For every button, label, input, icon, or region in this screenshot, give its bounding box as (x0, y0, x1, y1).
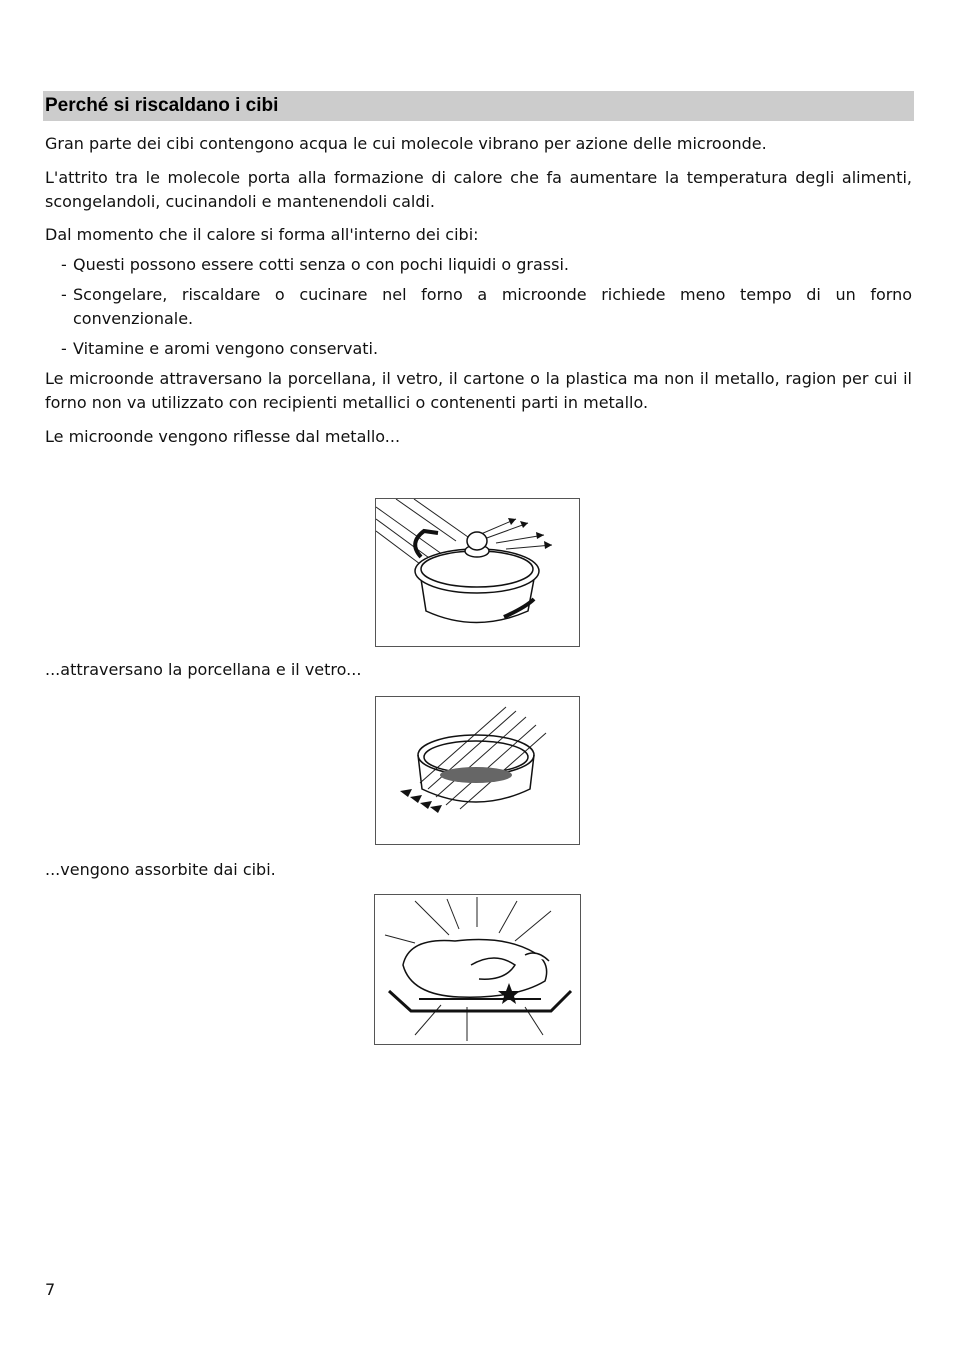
paragraph-materials: Le microonde attraversano la porcellana, il vetro, il cartone o la plastica ma non il metallo, ragion per cui il forno non va utilizzato con recipienti metallici o contenenti parti in metallo. (45, 369, 912, 412)
paragraph-metal-reflection: Le microonde vengono riflesse dal metallo... (45, 427, 401, 446)
glass-bowl-penetration-icon (375, 696, 580, 845)
paragraph-friction-heat: L'attrito tra le molecole porta alla formazione di calore che fa aumentare la temperatura degli alimenti, scongelandoli, cucinandoli e mantenendoli caldi. (45, 168, 912, 211)
list-item: - Vitamine e aromi vengono conservati. (61, 339, 379, 358)
food-absorption-icon (374, 894, 581, 1045)
paragraph-heat-inside: Dal momento che il calore si forma all'interno dei cibi: (45, 225, 479, 244)
list-item: - Questi possono essere cotti senza o con pochi liquidi o grassi. (61, 255, 569, 274)
caption-absorbed: ...vengono assorbite dai cibi. (45, 860, 276, 879)
paragraph-water-molecules: Gran parte dei cibi contengono acqua le cui molecole vibrano per azione delle microonde. (45, 134, 767, 153)
benefits-list (45, 253, 912, 361)
list-item: - Scongelare, riscaldare o cucinare nel forno a microonde richiede meno tempo di un forno convenzionale. (61, 285, 912, 328)
metal-pot-reflection-icon (375, 498, 580, 647)
section-heading: Perché si riscaldano i cibi (43, 91, 914, 121)
page-content (45, 91, 912, 449)
page-number: 7 (45, 1280, 56, 1299)
caption-porcelain-glass: ...attraversano la porcellana e il vetro... (45, 660, 362, 679)
